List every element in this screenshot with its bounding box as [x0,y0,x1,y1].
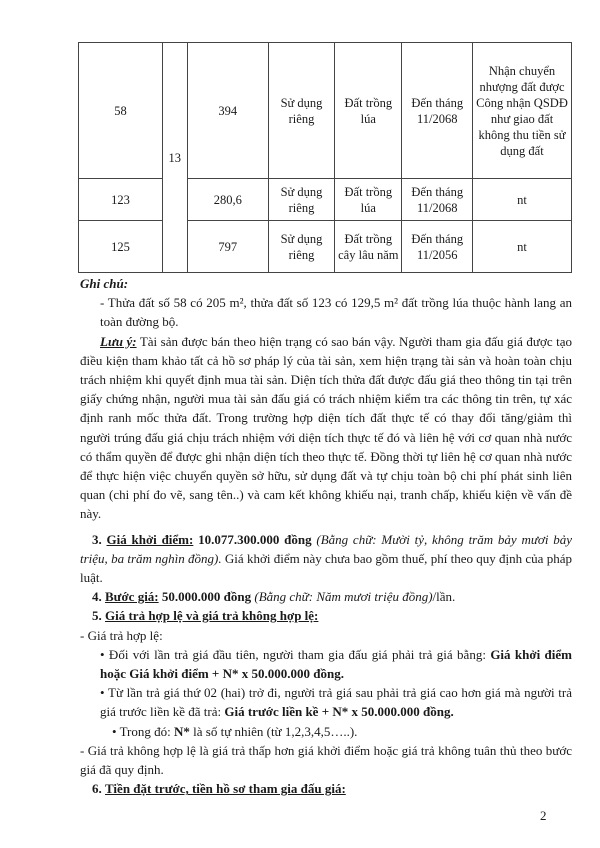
group-cell: 13 [162,43,187,273]
bid-rule-n-pre: • Trong đó: [112,723,174,739]
bid-rule-n [80,722,572,741]
section-3-label: Giá khởi điểm: [106,531,194,547]
caution-paragraph [80,332,572,524]
note-line: - Thửa đất số 58 có 205 m², thửa đất số 123 có 129,5 m² đất trồng lúa thuộc hành lang an toàn đường bộ. [100,295,572,330]
bid-rule-next-text: • Từ lần trả giá thứ 02 (hai) trở đi, người trả giá sau phải trả giá cao hơn giá mà người trả giá trước liền kề đã trả: [100,685,572,720]
price-step: 50.000.000 đồng [158,589,252,605]
use-form-cell: Sử dụng riêng [268,179,334,221]
term-cell: Đến tháng 11/2068 [402,43,473,179]
table-row [79,179,572,221]
bid-rule-next [80,683,572,721]
use-form-cell: Sử dụng riêng [268,221,334,273]
purpose-cell: Đất trồng lúa [335,179,402,221]
caution-text: Tài sản được bán theo hiện trạng có sao bán vậy. Người tham gia đấu giá được tạo điều kiện tham khảo tất cả hồ sơ pháp lý của tài sản, xem hiện trạng tài sản và hoàn toàn chịu trách nhiệm khi quyết định mua tài sản. Diện tích thửa đất được đấu giá theo thông tin tại trên giấy chứng nhận, người mua tài sản đấu giá có trách nhiệm kiểm tra các thông tin trên, tự xác định ranh mốc thửa đất. Trong trường hợp diện tích đất thực tế có thay đổi tăng/giảm thì người trúng đấu giá chịu trách nhiệm với diện tích thực tế đó và liên hệ với cơ quan nhà nước có thẩm quyền để được ghi nhận diện tích theo thực tế. Đồng thời tự liên hệ cơ quan nhà nước để thực hiện việc chuyển quyền sở hữu, sử dụng đất và tự chịu toàn bộ chi phí phát sinh liên quan (chi phí đo vẽ, sang tên..) và cam kết không khiếu nại, tranh chấp, khiếu kiện về vấn đề này. [80,333,572,522]
section-3 [80,530,572,588]
section-4 [80,587,572,606]
bid-rule-first-formula: Giá khởi điểm hoặc Giá khởi điểm + N* x 50.000.000 đồng. [100,646,572,682]
term-cell: Đến tháng 11/2056 [402,221,473,273]
body-text [80,274,572,798]
parcel-cell: 125 [79,221,163,273]
use-form-cell: Sử dụng riêng [268,43,334,179]
invalid-bid-text: - Giá trả không hợp lệ là giá trả thấp hơn giá khởi điểm hoặc giá trả không tuân thủ theo bước giá đã quy định. [80,742,572,778]
section-5-number: 5. [92,608,102,624]
bid-rule-next-formula: Giá trước liền kề + N* x 50.000.000 đồng. [224,704,454,720]
section-6 [80,779,572,798]
section-4-number: 4. [92,589,102,605]
bid-rule-n-rest: là số tự nhiên (từ 1,2,3,4,5…..). [189,723,358,739]
section-6-label: Tiền đặt trước, tiền hồ sơ tham gia đấu giá: [105,781,346,797]
area-cell: 394 [187,43,268,179]
section-6-number: 6. [92,781,102,797]
table-row [79,43,572,179]
parcel-cell: 58 [79,43,163,179]
start-price-words: (Bằng chữ: Mười tỷ, không trăm bảy mươi bảy triệu, ba trăm nghìn đồng). [80,531,573,566]
start-price-note: Giá khởi điểm này chưa bao gồm thuế, phí theo quy định của pháp luật. [80,550,572,586]
page-number: 2 [540,808,547,823]
bid-rule-n-symbol: N* [174,723,190,739]
purpose-cell: Đất trồng lúa [335,43,402,179]
valid-bid-label: - Giá trả hợp lệ: [80,627,163,643]
section-5 [80,606,572,625]
section-5-label: Giá trả hợp lệ và giá trả không hợp lệ: [105,608,319,624]
land-table [78,42,572,273]
table-row [79,221,572,273]
origin-cell: nt [473,179,572,221]
term-cell: Đến tháng 11/2068 [402,179,473,221]
note-title: Ghi chú: [80,276,129,291]
area-cell: 280,6 [187,179,268,221]
parcel-cell: 123 [79,179,163,221]
area-cell: 797 [187,221,268,273]
section-3-number: 3. [92,531,102,547]
origin-cell: nt [473,221,572,273]
price-step-rest: /lần. [432,589,456,605]
origin-cell: Nhận chuyển nhượng đất được Công nhận QSDĐ như giao đất không thu tiền sử dụng đất [473,43,572,179]
bid-rule-first [80,645,572,683]
section-4-label: Bước giá: [105,589,159,605]
purpose-cell: Đất trồng cây lâu năm [335,221,402,273]
bid-rule-first-text: • Đối với lần trả giá đầu tiên, người tham gia đấu giá phải trả giá bằng: [100,646,491,662]
price-step-words: (Bằng chữ: Năm mươi triệu đồng) [251,589,433,605]
start-price: 10.077.300.000 đồng [193,531,312,547]
caution-label: Lưu ý: [100,333,137,349]
